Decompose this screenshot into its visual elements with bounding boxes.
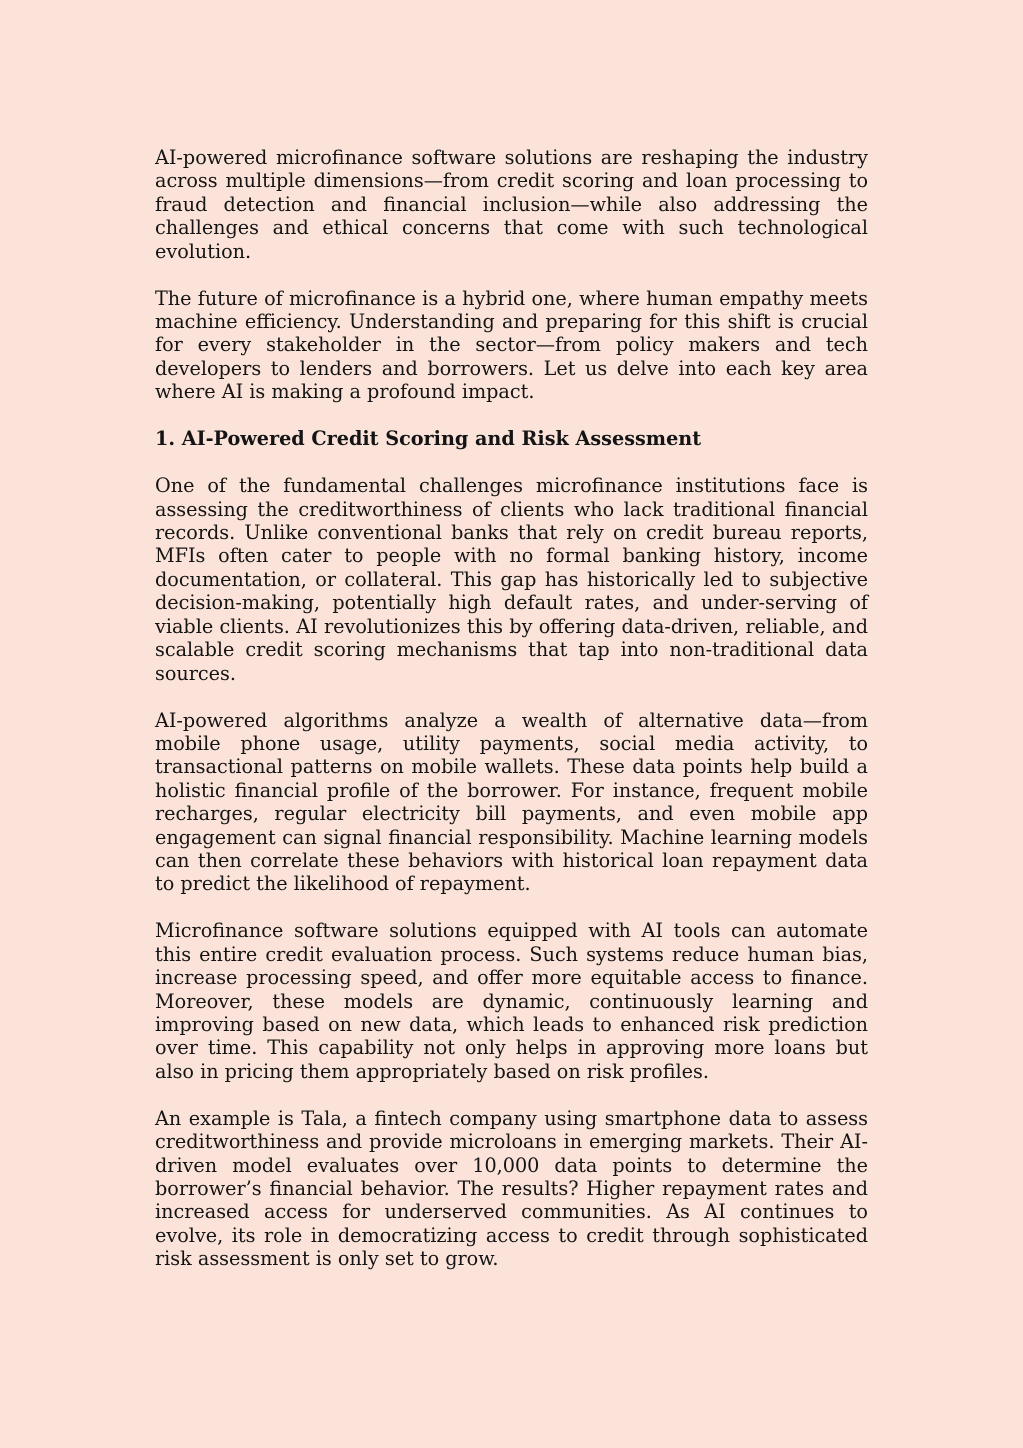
section-paragraph-2: AI-powered algorithms analyze a wealth of alternative data—from mobile phone usage, utility payments, social media activity, to transactional patterns on mobile wallets. These data points help build a holistic financial profile of the borrower. For instance, frequent mobile recharges, regular electricity bill payments, and even mobile app engagement can signal financial responsibility. Machine learning models can then correlate these behaviors with historical loan repayment data to predict the likelihood of repayment.: [155, 708, 868, 896]
document-page: [155, 146, 868, 1294]
section-paragraph-4: An example is Tala, a fintech company using smartphone data to assess creditworthiness and provide microloans in emerging markets. Their AI-driven model evaluates over 10,000 data points to determine the borrower’s financial behavior. The results? Higher repayment rates and increased access for underserved communities. As AI continues to evolve, its role in democratizing access to credit through sophisticated risk assessment is only set to grow.: [155, 1106, 868, 1271]
section-heading: 1. AI-Powered Credit Scoring and Risk Assessment: [155, 427, 702, 451]
section-paragraph-3: Microfinance software solutions equipped with AI tools can automate this entire credit evaluation process. Such systems reduce human bias, increase processing speed, and offer more equitable access to finance. Moreover, these models are dynamic, continuously learning and improving based on new data, which leads to enhanced risk prediction over time. This capability not only helps in approving more loans but also in pricing them appropriately based on risk profiles.: [155, 919, 868, 1083]
intro-paragraph-2: The future of microfinance is a hybrid one, where human empathy meets machine efficiency. Understanding and preparing for this shift is crucial for every stakeholder in the sector—from policy makers and tech developers to lenders and borrowers. Let us delve into each key area where AI is making a profound impact.: [155, 286, 868, 404]
intro-paragraph-1: AI-powered microfinance software solutions are reshaping the industry across multiple dimensions—from credit scoring and loan processing to fraud detection and financial inclusion—while also addressing the challenges and ethical concerns that come with such technological evolution.: [155, 146, 868, 263]
section-paragraph-1: One of the fundamental challenges microfinance institutions face is assessing the creditworthiness of clients who lack traditional financial records. Unlike conventional banks that rely on credit bureau reports, MFIs often cater to people with no formal banking history, income documentation, or collateral. This gap has historically led to subjective decision-making, potentially high default rates, and under-serving of viable clients. AI revolutionizes this by offering data-driven, reliable, and scalable credit scoring mechanisms that tap into non-traditional data sources.: [155, 474, 868, 685]
